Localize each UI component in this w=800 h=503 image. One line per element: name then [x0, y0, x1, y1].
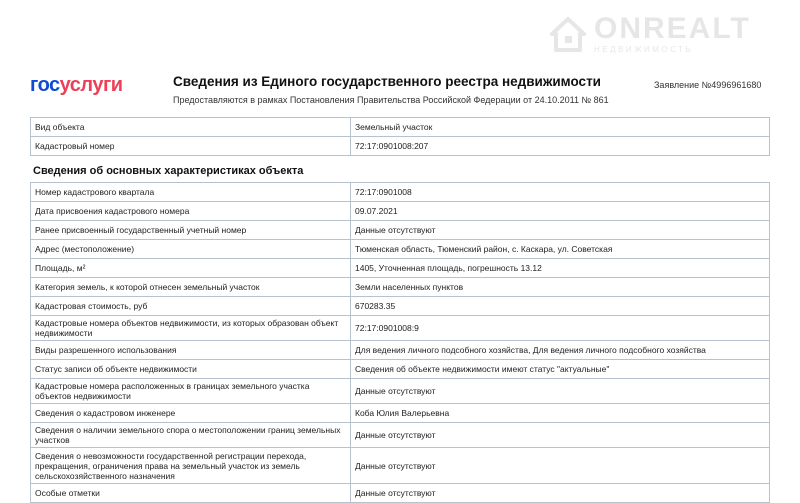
row-value: 09.07.2021 [351, 202, 770, 221]
gosuslugi-logo [30, 74, 123, 97]
row-value: Для ведения личного подсобного хозяйства, Для ведения личного подсобного хозяйства [351, 341, 770, 360]
row-value: 72:17:0901008:9 [351, 316, 770, 341]
table-row [31, 278, 770, 297]
watermark [548, 14, 751, 54]
row-label: Сведения о кадастровом инженере [31, 404, 351, 423]
table-row [31, 137, 770, 156]
table-row [31, 404, 770, 423]
document-title: Сведения из Единого государственного реестра недвижимости [173, 74, 601, 89]
row-label: Виды разрешенного использования [31, 341, 351, 360]
table-row [31, 341, 770, 360]
row-label: Кадастровая стоимость, руб [31, 297, 351, 316]
row-value: 72:17:0901008 [351, 183, 770, 202]
watermark-tagline: НЕДВИЖИМОСТЬ [594, 45, 694, 54]
table-row [31, 202, 770, 221]
table-row [31, 183, 770, 202]
application-number: Заявление №4996961680 [654, 80, 762, 90]
row-label: Ранее присвоенный государственный учетный номер [31, 221, 351, 240]
row-value: Земельный участок [351, 118, 770, 137]
row-value: 670283.35 [351, 297, 770, 316]
row-label: Адрес (местоположение) [31, 240, 351, 259]
row-value: 72:17:0901008:207 [351, 137, 770, 156]
table-row [31, 316, 770, 341]
row-label: Кадастровые номера объектов недвижимости, из которых образован объект недвижимости [31, 316, 351, 341]
table-row [31, 297, 770, 316]
row-value: Сведения об объекте недвижимости имеют статус "актуальные" [351, 360, 770, 379]
table-row [31, 259, 770, 278]
table-row [31, 379, 770, 404]
row-label: Кадастровый номер [31, 137, 351, 156]
logo-part-uslugi: услуги [59, 74, 123, 96]
section-title: Сведения об основных характеристиках объекта [33, 165, 304, 177]
row-value: Тюменская область, Тюменский район, с. Каскара, ул. Советская [351, 240, 770, 259]
row-label: Статус записи об объекте недвижимости [31, 360, 351, 379]
row-label: Кадастровые номера расположенных в границах земельного участка объектов недвижимости [31, 379, 351, 404]
logo-part-gos: гос [30, 74, 60, 96]
row-value: Данные отсутствуют [351, 484, 770, 503]
table-row [31, 221, 770, 240]
row-value: Данные отсутствуют [351, 448, 770, 484]
characteristics-table [30, 182, 770, 503]
document-subtitle: Предоставляются в рамках Постановления Правительства Российской Федерации от 24.10.2011 № 861 [173, 95, 609, 105]
table-row [31, 118, 770, 137]
table-row [31, 360, 770, 379]
house-icon [548, 14, 588, 54]
row-value: Данные отсутствуют [351, 221, 770, 240]
row-label: Особые отметки [31, 484, 351, 503]
row-value: 1405, Уточненная площадь, погрешность 13.12 [351, 259, 770, 278]
row-label: Категория земель, к которой отнесен земельный участок [31, 278, 351, 297]
row-label: Площадь, м² [31, 259, 351, 278]
row-value: Данные отсутствуют [351, 423, 770, 448]
table-row [31, 448, 770, 484]
row-value: Данные отсутствуют [351, 379, 770, 404]
row-value: Земли населенных пунктов [351, 278, 770, 297]
table-row [31, 484, 770, 503]
watermark-brand: ONREALT [594, 12, 751, 45]
row-label: Номер кадастрового квартала [31, 183, 351, 202]
table-row [31, 423, 770, 448]
row-label: Сведения о невозможности государственной регистрации перехода, прекращения, ограничения права на земельный участок из земель сельскохозяйственного назначения [31, 448, 351, 484]
object-info-table [30, 117, 770, 156]
row-label: Сведения о наличии земельного спора о местоположении границ земельных участков [31, 423, 351, 448]
row-label: Вид объекта [31, 118, 351, 137]
table-row [31, 240, 770, 259]
row-label: Дата присвоения кадастрового номера [31, 202, 351, 221]
row-value: Коба Юлия Валерьевна [351, 404, 770, 423]
